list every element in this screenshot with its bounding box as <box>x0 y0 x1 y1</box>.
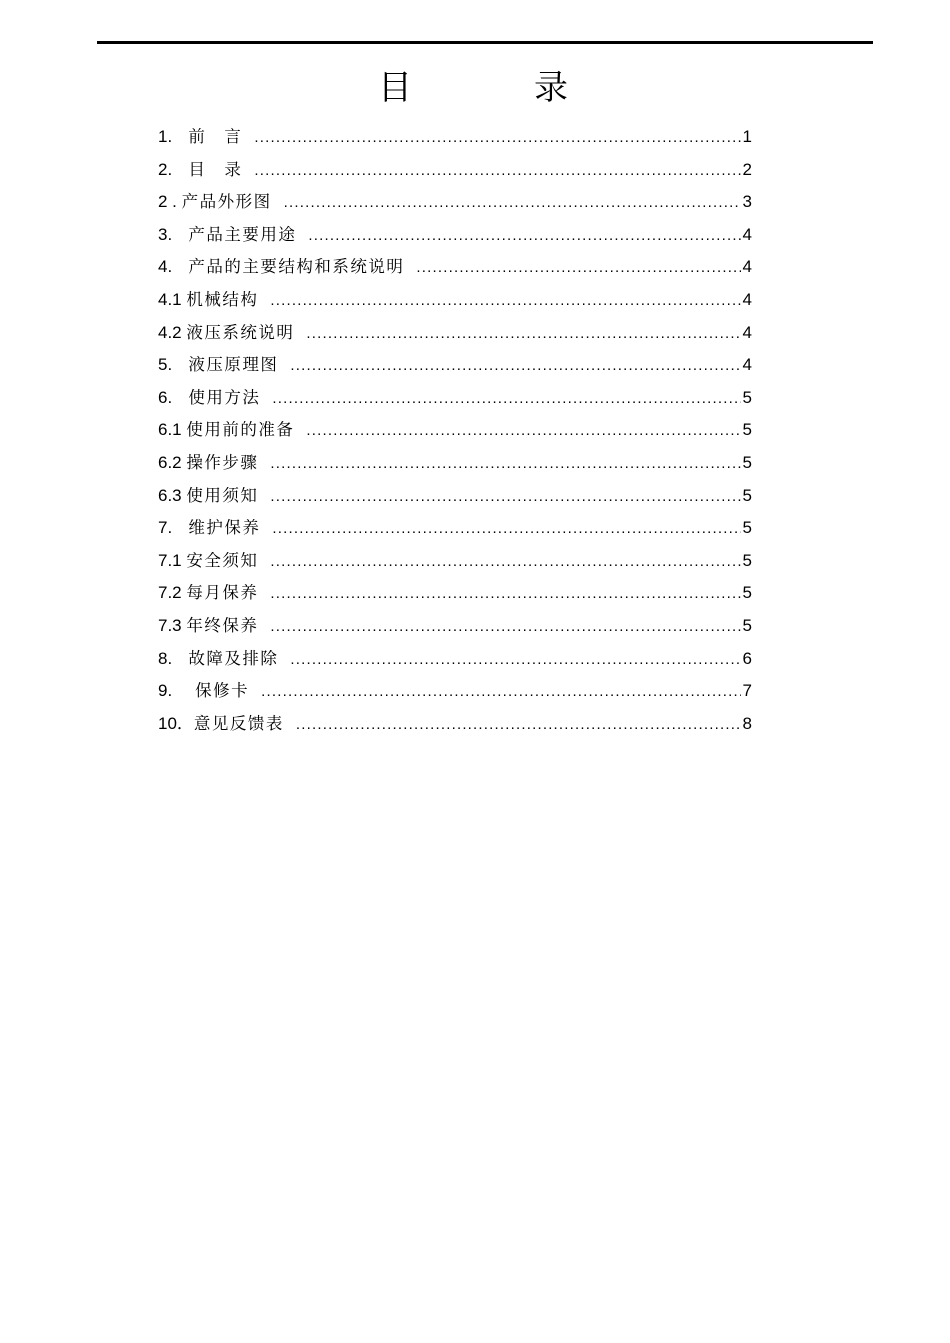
toc-dot-leader <box>308 220 740 253</box>
toc-entry <box>158 284 752 317</box>
toc-entry-title: 液压系统说明 <box>186 322 295 342</box>
toc-entry-number: 7. <box>158 518 182 538</box>
toc-entry-number: 6. <box>158 387 182 407</box>
toc-entry <box>158 154 752 187</box>
toc-entry-label <box>158 414 294 447</box>
toc-entry-number: 7.3 <box>158 615 187 635</box>
toc-entry-page: 5 <box>742 615 752 635</box>
toc-entry-label <box>158 219 296 252</box>
toc-entry-number: 5. <box>158 355 182 375</box>
toc-dot-leader <box>284 187 741 220</box>
toc-entry <box>158 219 752 252</box>
toc-entry-number: 1. <box>158 127 182 146</box>
toc-entry-title: 每月保养 <box>186 583 259 603</box>
toc-entry-number: 2 . <box>158 192 182 212</box>
toc-entry-title: 维护保养 <box>181 518 261 538</box>
toc-entry-page: 4 <box>742 257 752 277</box>
toc-entry-label <box>158 251 404 284</box>
toc-entry-page: 4 <box>742 322 752 342</box>
toc-entry-title: 安全须知 <box>186 550 259 570</box>
table-of-contents <box>158 121 752 740</box>
toc-dot-leader <box>270 611 740 644</box>
toc-entry-title: 使用方法 <box>181 387 261 407</box>
toc-entry-number: 3. <box>158 224 182 244</box>
toc-dot-leader <box>270 546 740 579</box>
toc-dot-leader <box>272 513 740 546</box>
toc-dot-leader <box>270 481 740 514</box>
toc-entry <box>158 349 752 382</box>
toc-entry-label <box>158 545 258 578</box>
toc-dot-leader <box>254 155 740 188</box>
toc-dot-leader <box>261 676 740 709</box>
toc-entry-label <box>158 675 249 708</box>
toc-entry-title: 操作步骤 <box>186 452 259 472</box>
toc-entry <box>158 643 752 676</box>
toc-entry-label <box>158 121 242 154</box>
toc-entry-page: 4 <box>742 355 752 375</box>
toc-entry-label <box>158 643 278 676</box>
toc-entry <box>158 708 752 741</box>
toc-entry-title: 目 录 <box>181 159 243 179</box>
toc-entry-page: 6 <box>742 648 752 668</box>
toc-entry-number: 6.1 <box>158 420 187 440</box>
toc-entry-label <box>158 577 258 610</box>
toc-entry-label <box>158 284 258 317</box>
toc-dot-leader <box>270 448 740 481</box>
toc-entry-page: 5 <box>742 420 752 440</box>
toc-entry-label <box>158 382 260 415</box>
toc-entry-page: 4 <box>742 289 752 309</box>
toc-entry-page: 7 <box>742 681 752 701</box>
toc-entry-title: 机械结构 <box>186 289 259 309</box>
toc-entry-label <box>158 447 258 480</box>
toc-entry-title: 故障及排除 <box>181 648 279 668</box>
toc-entry <box>158 675 752 708</box>
header-rule <box>97 41 873 44</box>
toc-entry-number: 4.1 <box>158 289 187 309</box>
toc-entry-label <box>158 154 242 187</box>
toc-dot-leader <box>290 644 740 677</box>
toc-entry-title: 前 言 <box>181 127 243 146</box>
toc-entry-title: 产品外形图 <box>181 192 272 212</box>
toc-entry-number: 9. <box>158 681 182 701</box>
toc-entry-number: 7.1 <box>158 550 187 570</box>
toc-entry-page: 5 <box>742 452 752 472</box>
toc-entry-number: 6.2 <box>158 452 187 472</box>
toc-entry <box>158 447 752 480</box>
toc-entry-page: 2 <box>742 159 752 179</box>
toc-dot-leader <box>270 285 740 318</box>
toc-entry-page: 1 <box>742 127 752 146</box>
toc-entry-page: 3 <box>742 192 752 212</box>
toc-dot-leader <box>290 350 740 383</box>
toc-entry-label <box>158 349 278 382</box>
toc-entry-number: 8. <box>158 648 182 668</box>
toc-entry <box>158 251 752 284</box>
toc-entry-label <box>158 512 260 545</box>
page-title: 目 录 <box>378 68 612 108</box>
toc-entry-label <box>158 186 272 219</box>
toc-entry <box>158 480 752 513</box>
toc-dot-leader <box>296 709 741 742</box>
toc-entry-label <box>158 610 258 643</box>
toc-entry <box>158 577 752 610</box>
toc-entry-title: 保修卡 <box>181 681 250 701</box>
toc-entry-page: 5 <box>742 518 752 538</box>
toc-entry-page: 5 <box>742 550 752 570</box>
toc-entry-title: 产品主要用途 <box>181 224 297 244</box>
toc-dot-leader <box>270 578 740 611</box>
toc-entry <box>158 317 752 350</box>
toc-entry-page: 5 <box>742 583 752 603</box>
toc-entry-title: 意见反馈表 <box>193 713 284 733</box>
toc-dot-leader <box>272 383 740 416</box>
toc-dot-leader <box>254 122 740 155</box>
toc-entry <box>158 512 752 545</box>
toc-entry <box>158 382 752 415</box>
toc-entry-page: 5 <box>742 387 752 407</box>
toc-entry-label <box>158 708 284 741</box>
toc-entry <box>158 610 752 643</box>
toc-dot-leader <box>306 318 740 351</box>
toc-entry-title: 使用前的准备 <box>186 420 295 440</box>
toc-entry <box>158 186 752 219</box>
toc-dot-leader <box>306 415 740 448</box>
toc-entry-number: 7.2 <box>158 583 187 603</box>
toc-entry-number: 4. <box>158 257 182 277</box>
toc-entry-page: 8 <box>742 713 752 733</box>
toc-entry <box>158 545 752 578</box>
toc-entry-title: 液压原理图 <box>181 355 279 375</box>
toc-dot-leader <box>416 252 740 285</box>
toc-entry-number: 2. <box>158 159 182 179</box>
toc-entry-number: 10． <box>158 713 194 733</box>
toc-entry-title: 年终保养 <box>186 615 259 635</box>
toc-entry-page: 5 <box>742 485 752 505</box>
toc-entry-number: 6.3 <box>158 485 187 505</box>
toc-entry-number: 4.2 <box>158 322 187 342</box>
toc-entry <box>158 414 752 447</box>
toc-entry-label <box>158 480 258 513</box>
toc-entry-title: 产品的主要结构和系统说明 <box>181 257 405 277</box>
toc-entry-label <box>158 317 294 350</box>
toc-entry-title: 使用须知 <box>186 485 259 505</box>
toc-entry-page: 4 <box>742 224 752 244</box>
toc-entry <box>158 121 752 154</box>
